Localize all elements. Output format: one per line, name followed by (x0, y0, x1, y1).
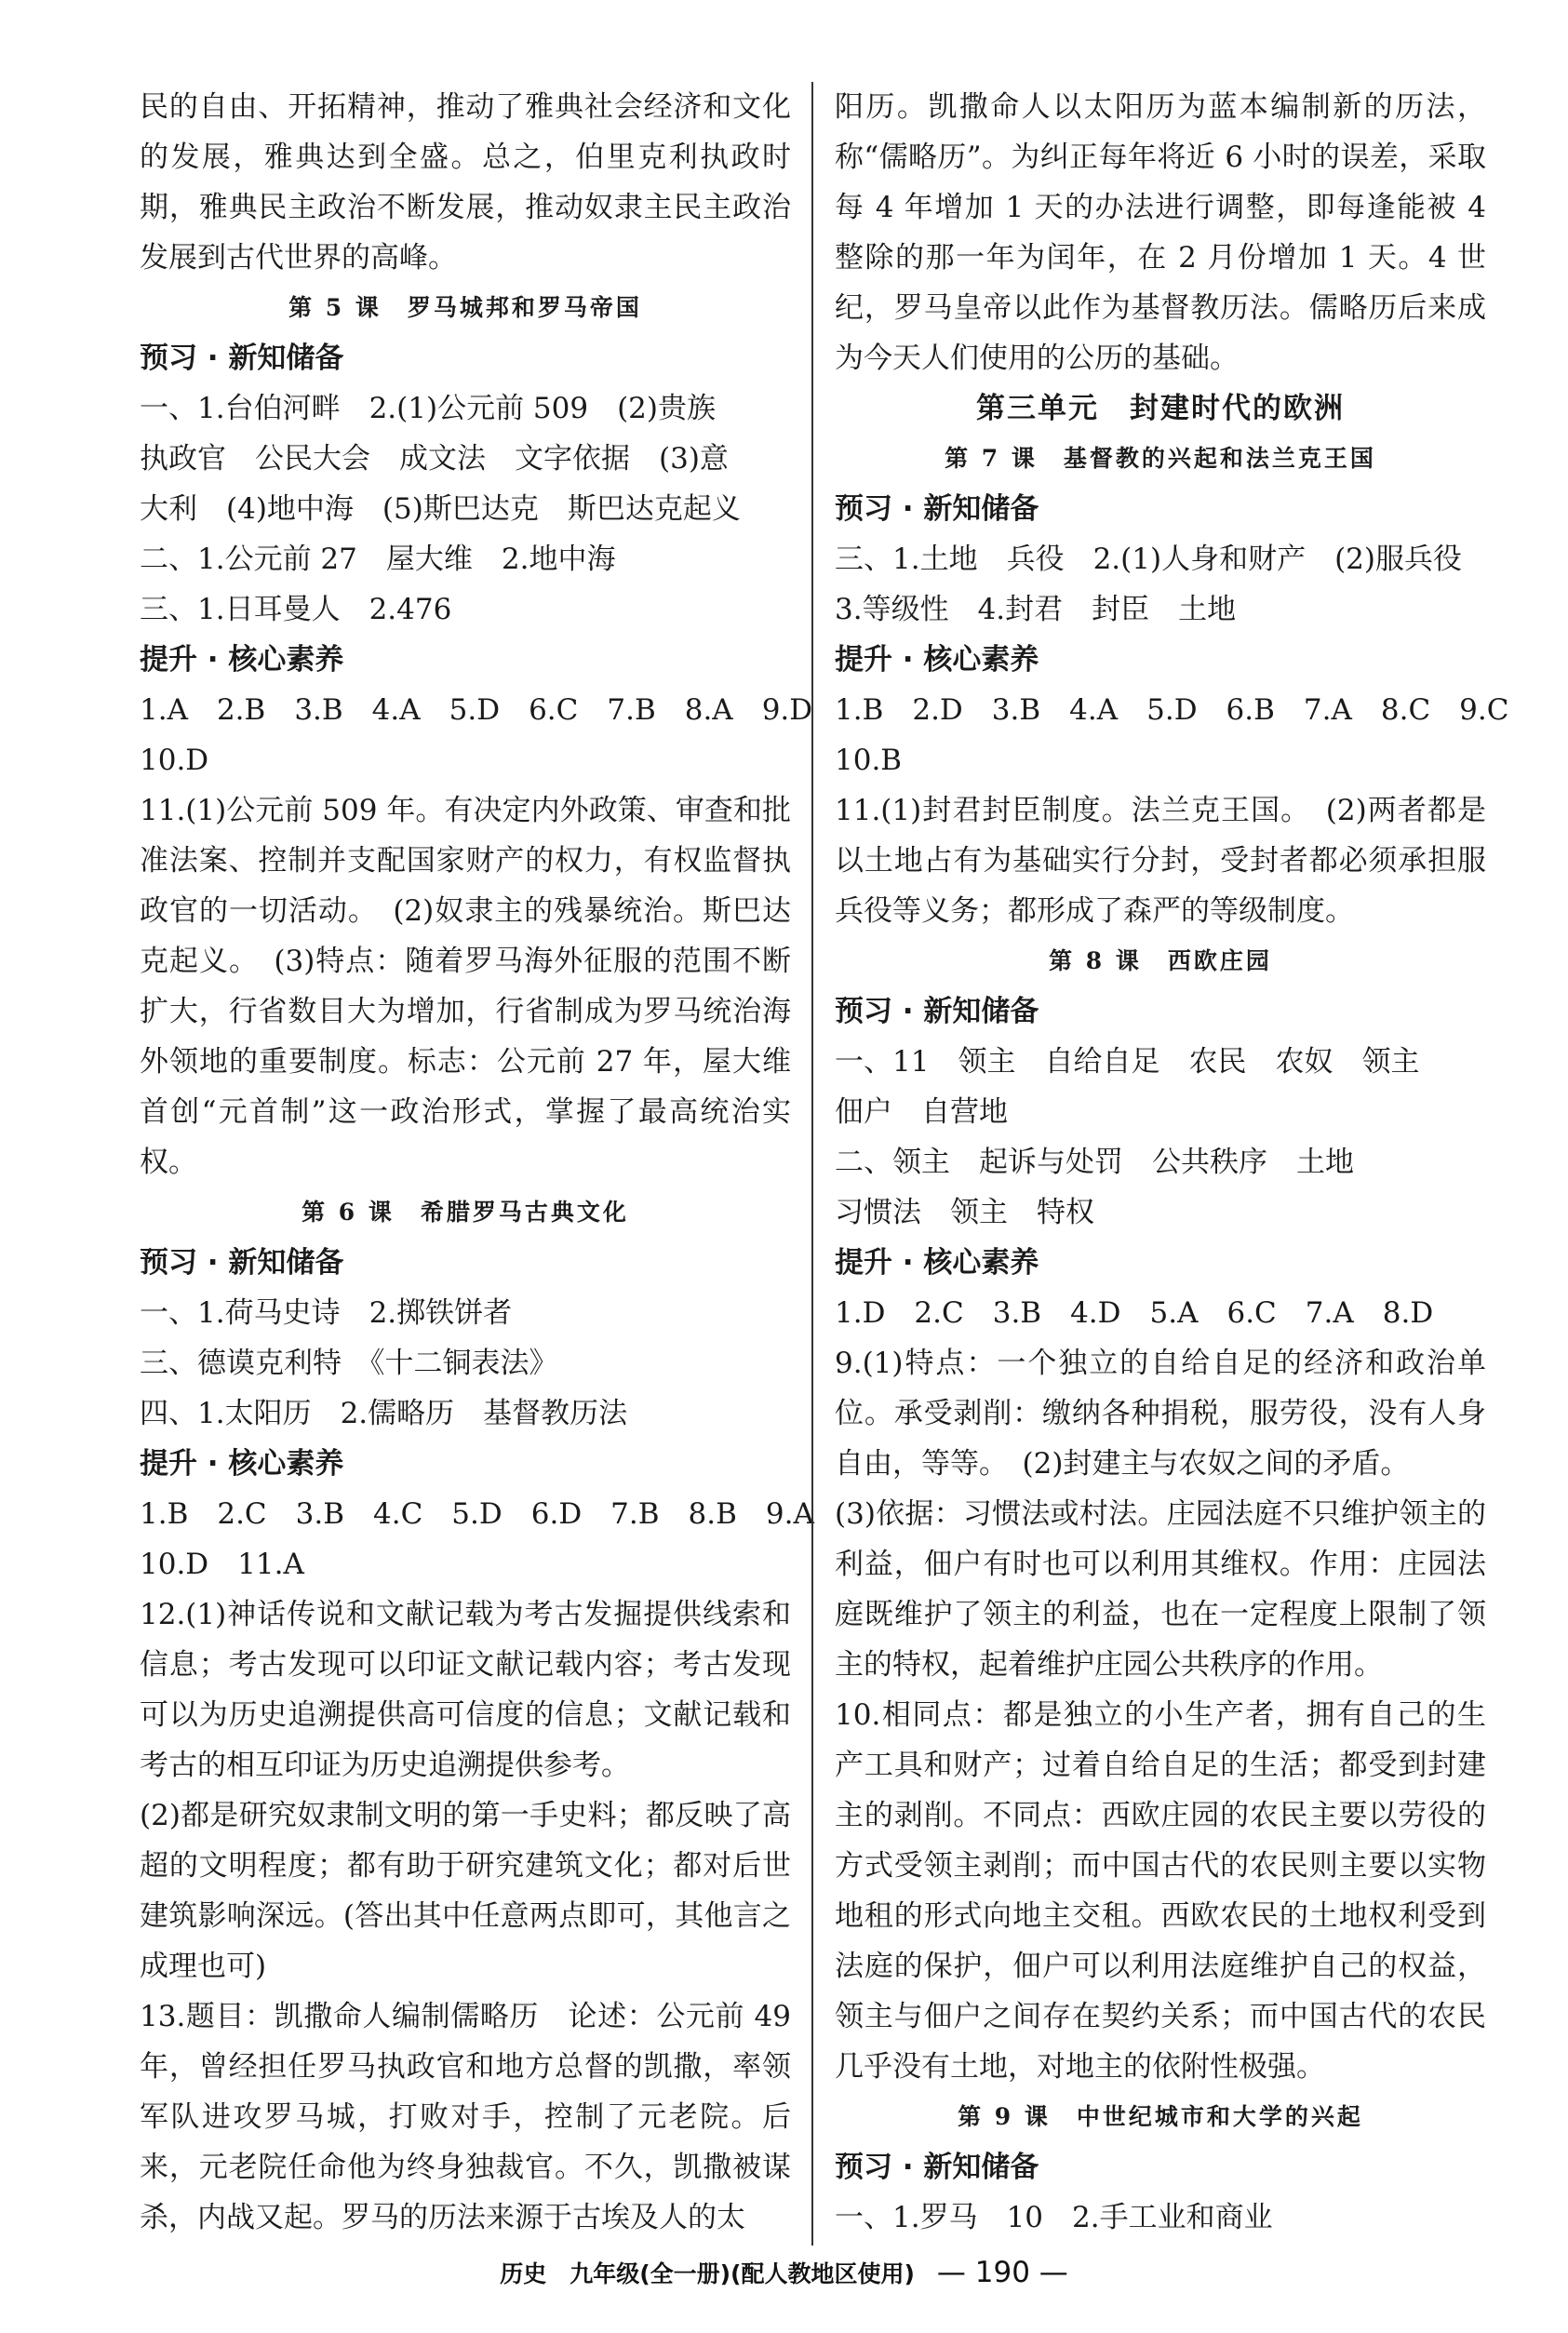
lesson-8-answer-10: 10.相同点：都是独立的小生产者，拥有自己的生产工具和财产；过着自给自足的生活；都受到封建主的剥削。不同点：西欧庄园的农民主要以劳役的方式受领主剥削；而中国古代的农民则主要以实物地租的形式向地主交租。西欧农民的土地权利受到法庭的保护，佃户可以利用法庭维护自己的权益，领主与佃户之间存在契约关系；而中国古代的农民几乎没有土地，对地主的依附性极强。 (835, 1698, 1486, 2084)
lesson-5-preview-line: 执政官 公民大会 成文法 文字依据 (3)意 (140, 442, 729, 476)
lesson-5-core-line: 10.D (140, 744, 209, 777)
lesson-8-answer-9-part2: (3)依据：习惯法或村法。庄园法庭不只维护领主的利益，佃户有时也可以利用其维权。作用：庄园法庭既维护了领主的利益，也在一定程度上限制了领主的特权，起着维护庄园公共秩序的作用。 (835, 1497, 1486, 1682)
unit-3-title: 第三单元 封建时代的欧洲 (976, 392, 1345, 425)
lesson-6-preview-line: 四、1.太阳历 2.儒略历 基督教历法 (140, 1397, 628, 1430)
lesson-5-preview-heading: 预习 · 新知储备 (140, 342, 344, 375)
page-footer (0, 2254, 1568, 2293)
lesson-7-preview-heading: 预习 · 新知储备 (835, 492, 1039, 526)
lesson-7-title: 第 7 课 基督教的兴起和法兰克王国 (945, 445, 1376, 472)
lesson-9-preview-heading: 预习 · 新知储备 (835, 2151, 1039, 2184)
lesson-6-preview-line: 一、1.荷马史诗 2.掷铁饼者 (140, 1296, 513, 1330)
lesson-5-core-heading: 提升 · 核心素养 (140, 643, 344, 677)
lesson-6-core-heading: 提升 · 核心素养 (140, 1447, 344, 1481)
lesson-5-preview-line: 二、1.公元前 27 屋大维 2.地中海 (140, 543, 616, 576)
lesson-8-core-heading: 提升 · 核心素养 (835, 1246, 1039, 1280)
lesson-8-preview-line: 佃户 自营地 (835, 1095, 1008, 1129)
column-divider (811, 82, 813, 2246)
lesson-8-core-line: 1.D 2.C 3.B 4.D 5.A 6.C 7.A 8.D (835, 1296, 1434, 1330)
lesson-5-preview-line: 三、1.日耳曼人 2.476 (140, 593, 452, 626)
lesson-6-answer-13: 13.题目：凯撒命人编制儒略历 论述：公元前 49 年，曾经担任罗马执政官和地方总督的凯撒，率领军队进攻罗马城，打败对手，控制了元老院。后来，元老院任命他为终身独裁官。不久，凯撒被谋杀，内战又起。罗马的历法来源于古埃及人的太 (140, 2000, 800, 2234)
lesson-8-preview-line: 一、11 领主 自给自足 农民 农奴 领主 (835, 1045, 1420, 1079)
lesson-5-preview-line: 一、1.台伯河畔 2.(1)公元前 509 (2)贵族 (140, 392, 716, 425)
lesson-8-preview-line: 二、领主 起诉与处罚 公共秩序 土地 (835, 1146, 1354, 1179)
lesson-8-preview-line: 习惯法 领主 特权 (835, 1196, 1094, 1229)
lesson-8-title: 第 8 课 西欧庄园 (1049, 947, 1272, 974)
lesson-6-preview-line: 三、德谟克利特 《十二铜表法》 (140, 1347, 558, 1380)
lesson-5-preview-line: 大利 (4)地中海 (5)斯巴达克 斯巴达克起义 (140, 492, 741, 526)
lesson-5-core-line: 1.A 2.B 3.B 4.A 5.D 6.C 7.B 8.A 9.D (140, 693, 813, 727)
footer-label: 历史 九年级(全一册)(配人教地区使用) (500, 2260, 915, 2287)
lesson-9-preview-line: 一、1.罗马 10 2.手工业和商业 (835, 2201, 1273, 2234)
left-column (140, 82, 814, 2243)
lesson-5-title: 第 5 课 罗马城邦和罗马帝国 (288, 294, 642, 321)
lesson-6-title: 第 6 课 希腊罗马古典文化 (302, 1199, 629, 1226)
lesson-5-answer-11: 11.(1)公元前 509 年。有决定内外政策、审查和批准法案、控制并支配国家财产的权力，有权监督执政官的一切活动。 (2)奴隶主的残暴统治。斯巴达克起义。 (3)特点：随着罗马海外征服的范围不断扩大，行省数目大为增加，行省制成为罗马统治海外领地的重要制度。标志：公元前 27 年，屋大维首创“元首制”这一政治形式，掌握了最高统治实权。 (140, 794, 791, 1179)
intro-paragraph: 民的自由、开拓精神，推动了雅典社会经济和文化的发展，雅典达到全盛。总之，伯里克利执政时期，雅典民主政治不断发展，推动奴隶主民主政治发展到古代世界的高峰。 (140, 90, 791, 275)
lesson-9-title: 第 9 课 中世纪城市和大学的兴起 (958, 2103, 1363, 2130)
lesson-8-preview-heading: 预习 · 新知储备 (835, 995, 1039, 1028)
lesson-7-preview-line: 3.等级性 4.封君 封臣 土地 (835, 593, 1237, 626)
lesson-6-answer-12-part2: (2)都是研究奴隶制文明的第一手史料；都反映了高超的文明程度；都有助于研究建筑文化；都对后世建筑影响深远。(答出其中任意两点即可，其他言之成理也可) (140, 1799, 791, 1983)
lesson-7-core-line: 10.B (835, 744, 903, 777)
lesson-7-preview-line: 三、1.土地 兵役 2.(1)人身和财产 (2)服兵役 (835, 543, 1462, 576)
lesson-6-answer-12-part1: 12.(1)神话传说和文献记载为考古发掘提供线索和信息；考古发现可以印证文献记载内容；考古发现可以为历史追溯提供高可信度的信息；文献记载和考古的相互印证为历史追溯提供参考。 (140, 1598, 791, 1782)
lesson-6-core-line: 10.D 11.A (140, 1548, 304, 1581)
page-number: — 190 — (936, 2256, 1068, 2289)
lesson-6-preview-heading: 预习 · 新知储备 (140, 1246, 344, 1280)
lesson-6-core-line: 1.B 2.C 3.B 4.C 5.D 6.D 7.B 8.B 9.A (140, 1497, 814, 1531)
right-column (835, 82, 1509, 2243)
lesson-7-core-heading: 提升 · 核心素养 (835, 643, 1039, 677)
lesson-6-answer-13-continued: 阳历。凯撒命人以太阳历为蓝本编制新的历法，称“儒略历”。为纠正每年将近 6 小时的误差，采取每 4 年增加 1 天的办法进行调整，即每逢能被 4 整除的那一年为闰年，在 2 月份增加 1 天。4 世纪，罗马皇帝以此作为基督教历法。儒略历后来成为今天人们使用的公历的基础。 (835, 90, 1495, 375)
lesson-8-answer-9-part1: 9.(1)特点：一个独立的自给自足的经济和政治单位。承受剥削：缴纳各种捐税，服劳役，没有人身自由，等等。 (2)封建主与农奴之间的矛盾。 (835, 1347, 1486, 1481)
lesson-7-answer-11: 11.(1)封君封臣制度。法兰克王国。 (2)两者都是以土地占有为基础实行分封，受封者都必须承担服兵役等义务；都形成了森严的等级制度。 (835, 794, 1486, 928)
lesson-7-core-line: 1.B 2.D 3.B 4.A 5.D 6.B 7.A 8.C 9.C (835, 693, 1509, 727)
